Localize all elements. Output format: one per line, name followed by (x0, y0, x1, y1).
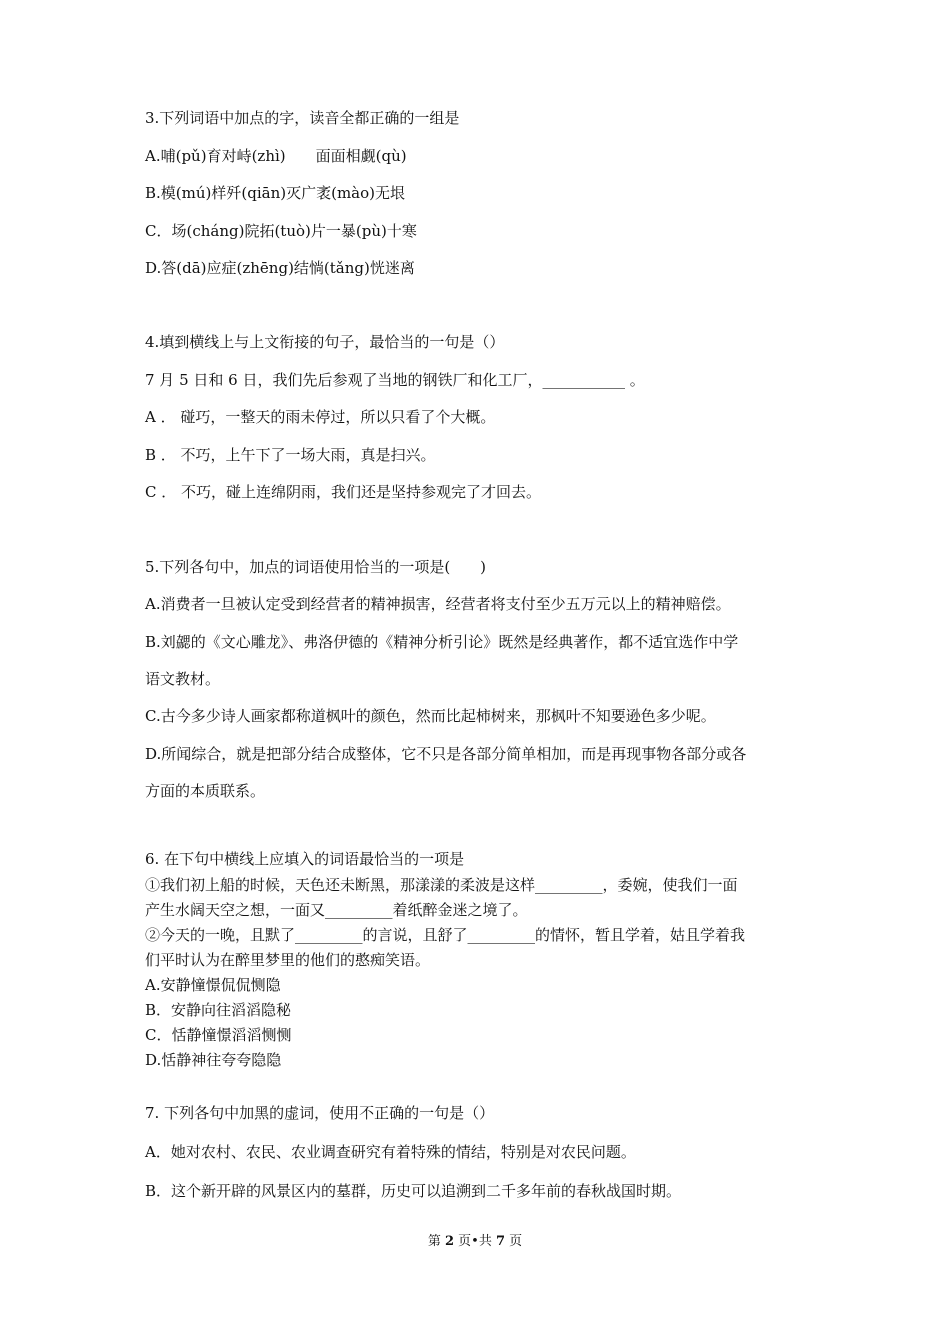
page-number: 2 (444, 1234, 455, 1249)
footer-prefix: 第 (427, 1234, 445, 1249)
q3-option-b: B.模(mú)样歼(qiān)灭广袤(mào)无垠 (145, 184, 405, 202)
q6-line: 6. 在下句中横线上应填入的词语最恰当的一项是 (145, 850, 465, 868)
q6-option-b: B．安静向往滔滔隐秘 (145, 1001, 292, 1019)
q6-line: ①我们初上船的时候，天色还未断黑，那漾漾的柔波是这样_________，委婉，使我们一面 (145, 876, 738, 894)
q5-line: B.刘勰的《文心雕龙》、弗洛伊德的《精神分析引论》既然是经典著作，都不适宜选作中学 (145, 633, 739, 651)
q7-stem: 7. 下列各句中加黑的虚词，使用不正确的一句是（） (145, 1104, 495, 1122)
page-footer (0, 1233, 950, 1251)
q4-option-c: C ． 不巧，碰上连绵阴雨，我们还是坚持参观完了才回去。 (145, 483, 542, 501)
q6-option-d: D.恬静神往夸夸隐隐 (145, 1051, 282, 1069)
footer-middle: 页•共 (454, 1234, 496, 1249)
q3-stem: 3.下列词语中加点的字，读音全都正确的一组是 (145, 109, 460, 127)
q7-option-a: A．她对农村、农民、农业调查研究有着特殊的情结，特别是对农民问题。 (145, 1143, 636, 1161)
q3-option-c: C．场(cháng)院拓(tuò)片一暴(pù)十寒 (145, 222, 417, 240)
q5-stem: 5.下列各句中，加点的词语使用恰当的一项是( ) (145, 558, 487, 576)
q6-option-c: C．恬静憧憬滔滔恻恻 (145, 1026, 292, 1044)
q7-option-b: B．这个新开辟的风景区内的墓群，历史可以追溯到二千多年前的春秋战国时期。 (145, 1182, 682, 1200)
q6-line: ②今天的一晚，且默了_________的言说，且舒了_________的情怀，暂且学着，姑且学着我 (145, 926, 746, 944)
footer-suffix: 页 (505, 1234, 523, 1249)
q4-option-b: B ． 不巧，上午下了一场大雨，真是扫兴。 (145, 446, 436, 464)
page-total: 7 (495, 1234, 506, 1249)
q3-option-a: A.哺(pǔ)育对峙(zhì) 面面相觑(qù) (145, 147, 407, 165)
q5-line: A.消费者一旦被认定受到经营者的精神损害，经营者将支付至少五万元以上的精神赔偿。 (145, 595, 731, 613)
q3-option-d: D.答(dā)应症(zhēng)结惝(tǎng)恍迷离 (145, 259, 415, 277)
q5-line: D.所闻综合，就是把部分结合成整体，它不只是各部分简单相加，而是再现事物各部分或各 (145, 745, 747, 763)
q4-context: 7 月 5 日和 6 日，我们先后参观了当地的钢铁厂和化工厂，___________ 。 (145, 371, 645, 389)
q5-line: 方面的本质联系。 (145, 782, 266, 800)
q6-line: 产生水阔天空之想，一面又_________着纸醉金迷之境了。 (145, 901, 528, 919)
q6-option-a: A.安静憧憬侃侃恻隐 (145, 976, 281, 994)
q4-option-a: A ． 碰巧，一整天的雨未停过，所以只看了个大概。 (145, 408, 496, 426)
q5-line: 语文教材。 (145, 670, 221, 688)
q5-line: C.古今多少诗人画家都称道枫叶的颜色，然而比起柿树来，那枫叶不知要逊色多少呢。 (145, 707, 716, 725)
q6-line: 们平时认为在醉里梦里的他们的憨痴笑语。 (145, 951, 431, 969)
q4-stem: 4.填到横线上与上文衔接的句子，最恰当的一句是（） (145, 333, 505, 351)
